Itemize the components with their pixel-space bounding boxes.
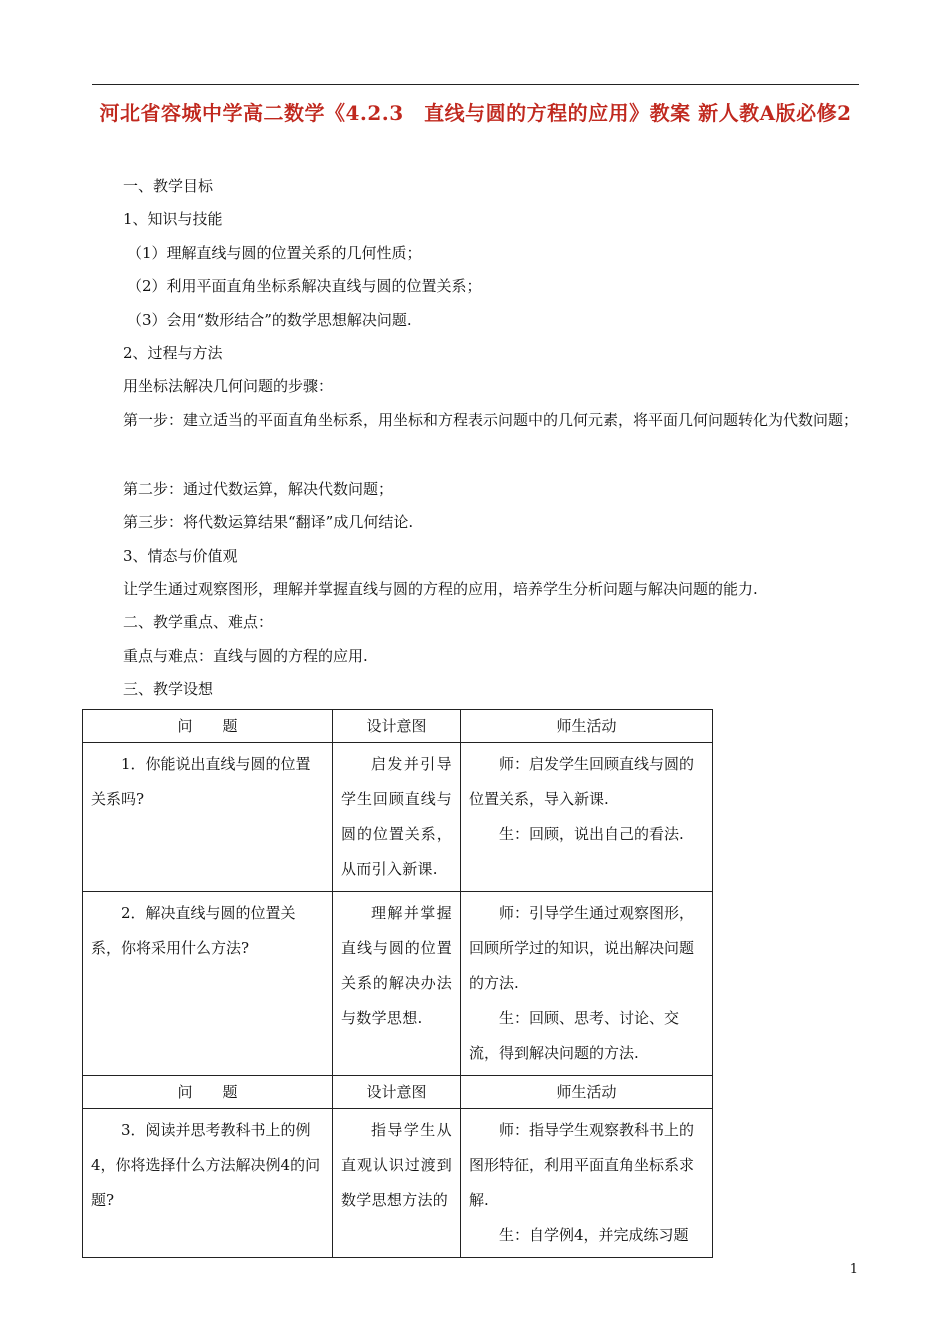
table-header-row [83,710,713,743]
page-number: 1 [849,1262,858,1277]
student-activity: 生：回顾、思考、讨论、交流，得到解决问题的方法. [469,1009,680,1062]
table-row [83,743,713,892]
teacher-activity: 师：启发学生回顾直线与圆的位置关系，导入新课. [469,755,695,808]
student-activity: 生：自学例4，并完成练习题 [499,1226,689,1244]
step-2: 第二步：通过代数运算，解决代数问题； [123,480,394,498]
table-header-row-repeat [83,1076,713,1109]
header-rule [92,84,859,85]
objective-item-1: （1）理解直线与圆的位置关系的几何性质； [127,244,422,262]
section-heading-objectives: 一、教学目标 [123,177,214,195]
attitude-text: 让学生通过观察图形，理解并掌握直线与圆的方程的应用，培养学生分析问题与解决问题的能力. [123,580,758,598]
intent-cell: 启发并引导学生回顾直线与圆的位置关系，从而引入新课. [333,743,461,892]
activity-cell [461,743,713,892]
step-1-paragraph: 第一步：建立适当的平面直角坐标系，用坐标和方程表示问题中的几何元素，将平面几何问题转化为代数问题； [123,411,859,429]
header-activity: 师生活动 [461,710,713,743]
objective-item-2: （2）利用平面直角坐标系解决直线与圆的位置关系； [127,277,482,295]
steps-intro: 用坐标法解决几何问题的步骤： [123,377,334,395]
table-row [83,1109,713,1258]
header-activity: 师生活动 [461,1076,713,1109]
activity-cell [461,1109,713,1258]
step-3: 第三步：将代数运算结果“翻译”成几何结论. [123,513,414,531]
teacher-activity: 师：指导学生观察教科书上的图形特征，利用平面直角坐标系求解. [469,1121,695,1209]
teacher-activity: 师：引导学生通过观察图形，回顾所学过的知识，说出解决问题的方法. [469,904,695,992]
header-question: 问 题 [83,1076,333,1109]
header-intent: 设计意图 [333,710,461,743]
subheading-process-method: 2、过程与方法 [123,344,223,362]
question-cell: 3．阅读并思考教科书上的例4，你将选择什么方法解决例4的问题? [83,1109,333,1258]
intent-cell: 理解并掌握直线与圆的位置关系的解决办法与数学思想. [333,892,461,1076]
header-intent: 设计意图 [333,1076,461,1109]
intent-cell: 指导学生从直观认识过渡到数学思想方法的 [333,1109,461,1258]
subheading-attitude-values: 3、情态与价值观 [123,547,238,565]
section-heading-key-points: 二、教学重点、难点： [123,613,274,631]
question-cell: 1．你能说出直线与圆的位置关系吗? [83,743,333,892]
table-row [83,892,713,1076]
key-points-text: 重点与难点：直线与圆的方程的应用. [123,647,368,665]
header-question: 问 题 [83,710,333,743]
objective-item-3: （3）会用“数形结合”的数学思想解决问题. [127,311,412,329]
activity-cell [461,892,713,1076]
student-activity: 生：回顾，说出自己的看法. [499,825,684,843]
section-heading-teaching-design: 三、教学设想 [123,680,214,698]
question-cell: 2．解决直线与圆的位置关系，你将采用什么方法? [83,892,333,1076]
document-title: 河北省容城中学高二数学《4.2.3 直线与圆的方程的应用》教案 新人教A版必修2 [99,101,852,125]
teaching-design-table [82,709,713,1258]
subheading-knowledge-skills: 1、知识与技能 [123,210,223,228]
